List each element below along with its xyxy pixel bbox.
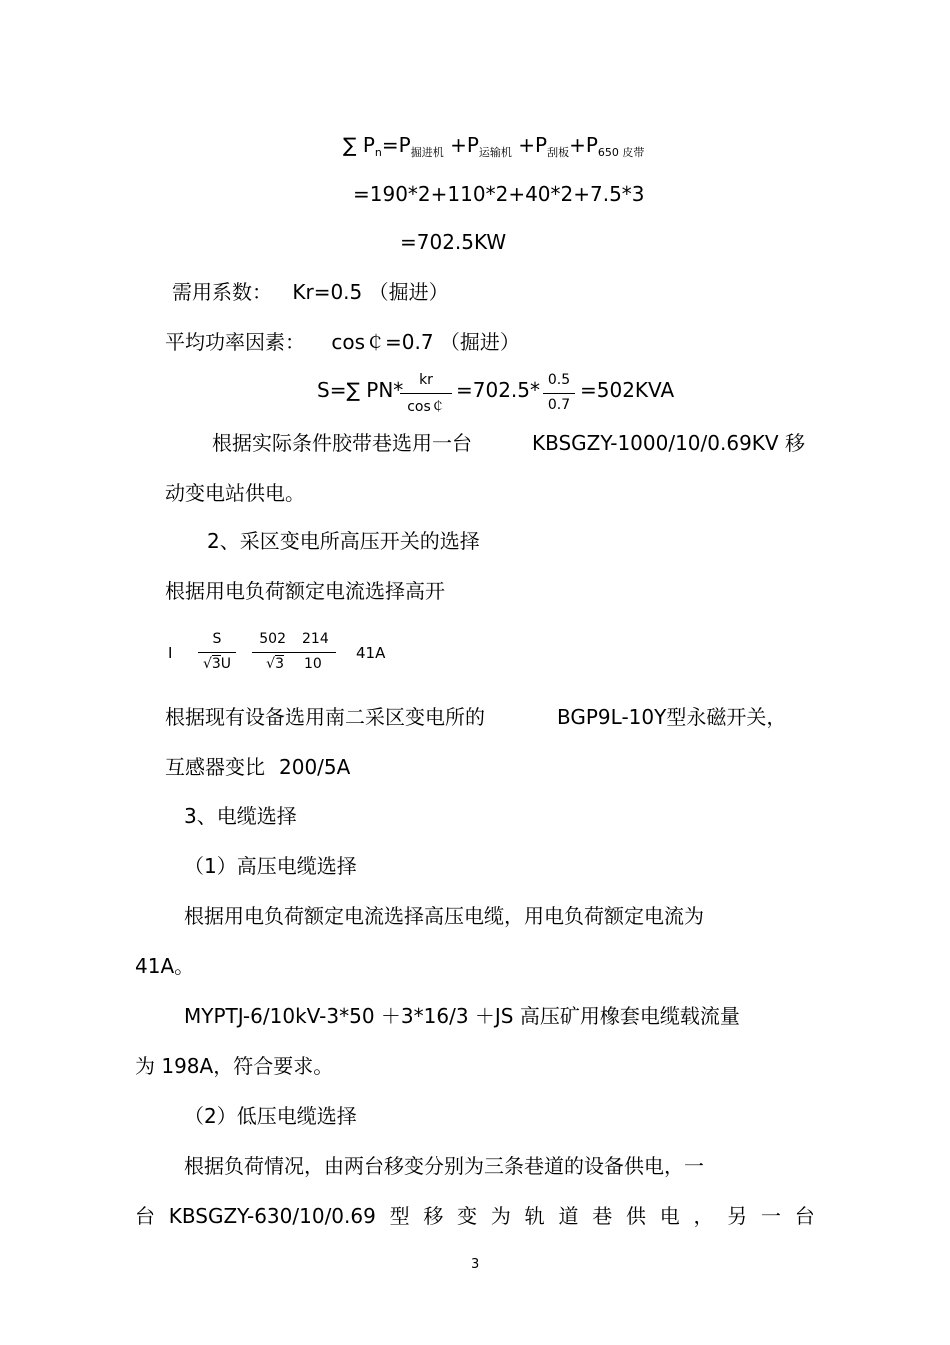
sigma-symbol: ∑: [343, 133, 357, 157]
subsection-low-voltage-cable: （2）低压电缆选择: [184, 1104, 357, 1128]
sqrt-symbol: √: [202, 656, 212, 672]
s-formula-fraction1-numerator: kr: [419, 372, 433, 388]
paragraph-switch-choice-c: 互感器变比 200/5A: [165, 755, 351, 779]
i-formula-fraction2-bar: [252, 652, 336, 653]
sum-power-expansion: =190*2+110*2+40*2+7.5*3: [353, 182, 645, 206]
i-formula-fraction2-numerator: 502 214: [259, 631, 329, 647]
page-number: 3: [471, 1257, 480, 1272]
demand-coefficient-value: Kr=0.5 （掘进）: [292, 280, 449, 304]
s-formula-middle: =702.5*: [456, 378, 541, 402]
paragraph-transformer-b: KBSGZY-1000/10/0.69KV 移: [532, 431, 805, 455]
i-formula-symbol: I: [168, 644, 173, 662]
s-formula-fraction2-bar: [543, 393, 575, 394]
s-formula-prefix: S=∑ PN*: [317, 378, 404, 402]
section-3-heading: 3、电缆选择: [184, 804, 297, 828]
i-formula-fraction1-denominator: √3U: [202, 656, 232, 672]
demand-coefficient-label: 需用系数：: [172, 280, 272, 304]
s-formula-fraction2-denominator: 0.7: [547, 397, 571, 413]
s-formula-fraction1-denominator: cos￠: [407, 399, 445, 415]
power-factor-line: [165, 329, 520, 355]
paragraph-high-voltage-switch: 根据用电负荷额定电流选择高开: [165, 579, 445, 603]
paragraph-lv-cable-a: 根据负荷情况，由两台移变分别为三条巷道的设备供电，一: [184, 1154, 704, 1178]
i-formula-fraction1-numerator: S: [212, 631, 222, 647]
i-formula-fraction1-bar: [198, 652, 236, 653]
i-formula-result: 41A: [356, 644, 386, 662]
paragraph-cable-capacity-a: MYPTJ-6/10kV-3*50 ＋3*16/3 ＋JS 高压矿用橡套电缆载流量: [184, 1004, 740, 1028]
subsection-high-voltage-cable: （1）高压电缆选择: [184, 854, 357, 878]
paragraph-switch-choice-b: BGP9L-10Y型永磁开关，: [557, 705, 787, 729]
section-2-heading: 2、采区变电所高压开关的选择: [207, 529, 480, 553]
s-formula-fraction2-numerator: 0.5: [547, 372, 571, 388]
sum-power-result: =702.5KW: [400, 230, 507, 254]
s-formula-result: =502KVA: [580, 378, 675, 402]
paragraph-transformer-c: 动变电站供电。: [165, 481, 305, 505]
demand-coefficient-line: [172, 279, 449, 305]
sum-power-formula: ∑ $P_n=P_{掘进机} +P_{运输机} +P_{刮板}+P_{650 皮带}$: [343, 133, 645, 159]
paragraph-transformer-a: 根据实际条件胶带巷选用一台: [212, 431, 472, 455]
s-formula-fraction1-bar: [400, 393, 452, 394]
sqrt-symbol: √: [266, 656, 276, 672]
paragraph-switch-choice-a: 根据现有设备选用南二采区变电所的: [165, 705, 485, 729]
paragraph-hv-cable-b: 41A。: [135, 954, 195, 978]
paragraph-hv-cable-a: 根据用电负荷额定电流选择高压电缆，用电负荷额定电流为: [184, 904, 704, 928]
paragraph-cable-capacity-b: 为 198A，符合要求。: [135, 1054, 334, 1078]
paragraph-lv-cable-b: 台 KBSGZY-630/10/0.69 型 移 变 为 轨 道 巷 供 电 ， 另 一 台: [135, 1204, 815, 1228]
power-factor-value: cos￠=0.7 （掘进）: [331, 330, 520, 354]
i-formula-fraction2-denominator: √3 10: [266, 656, 322, 672]
power-factor-label: 平均功率因素：: [165, 330, 305, 354]
